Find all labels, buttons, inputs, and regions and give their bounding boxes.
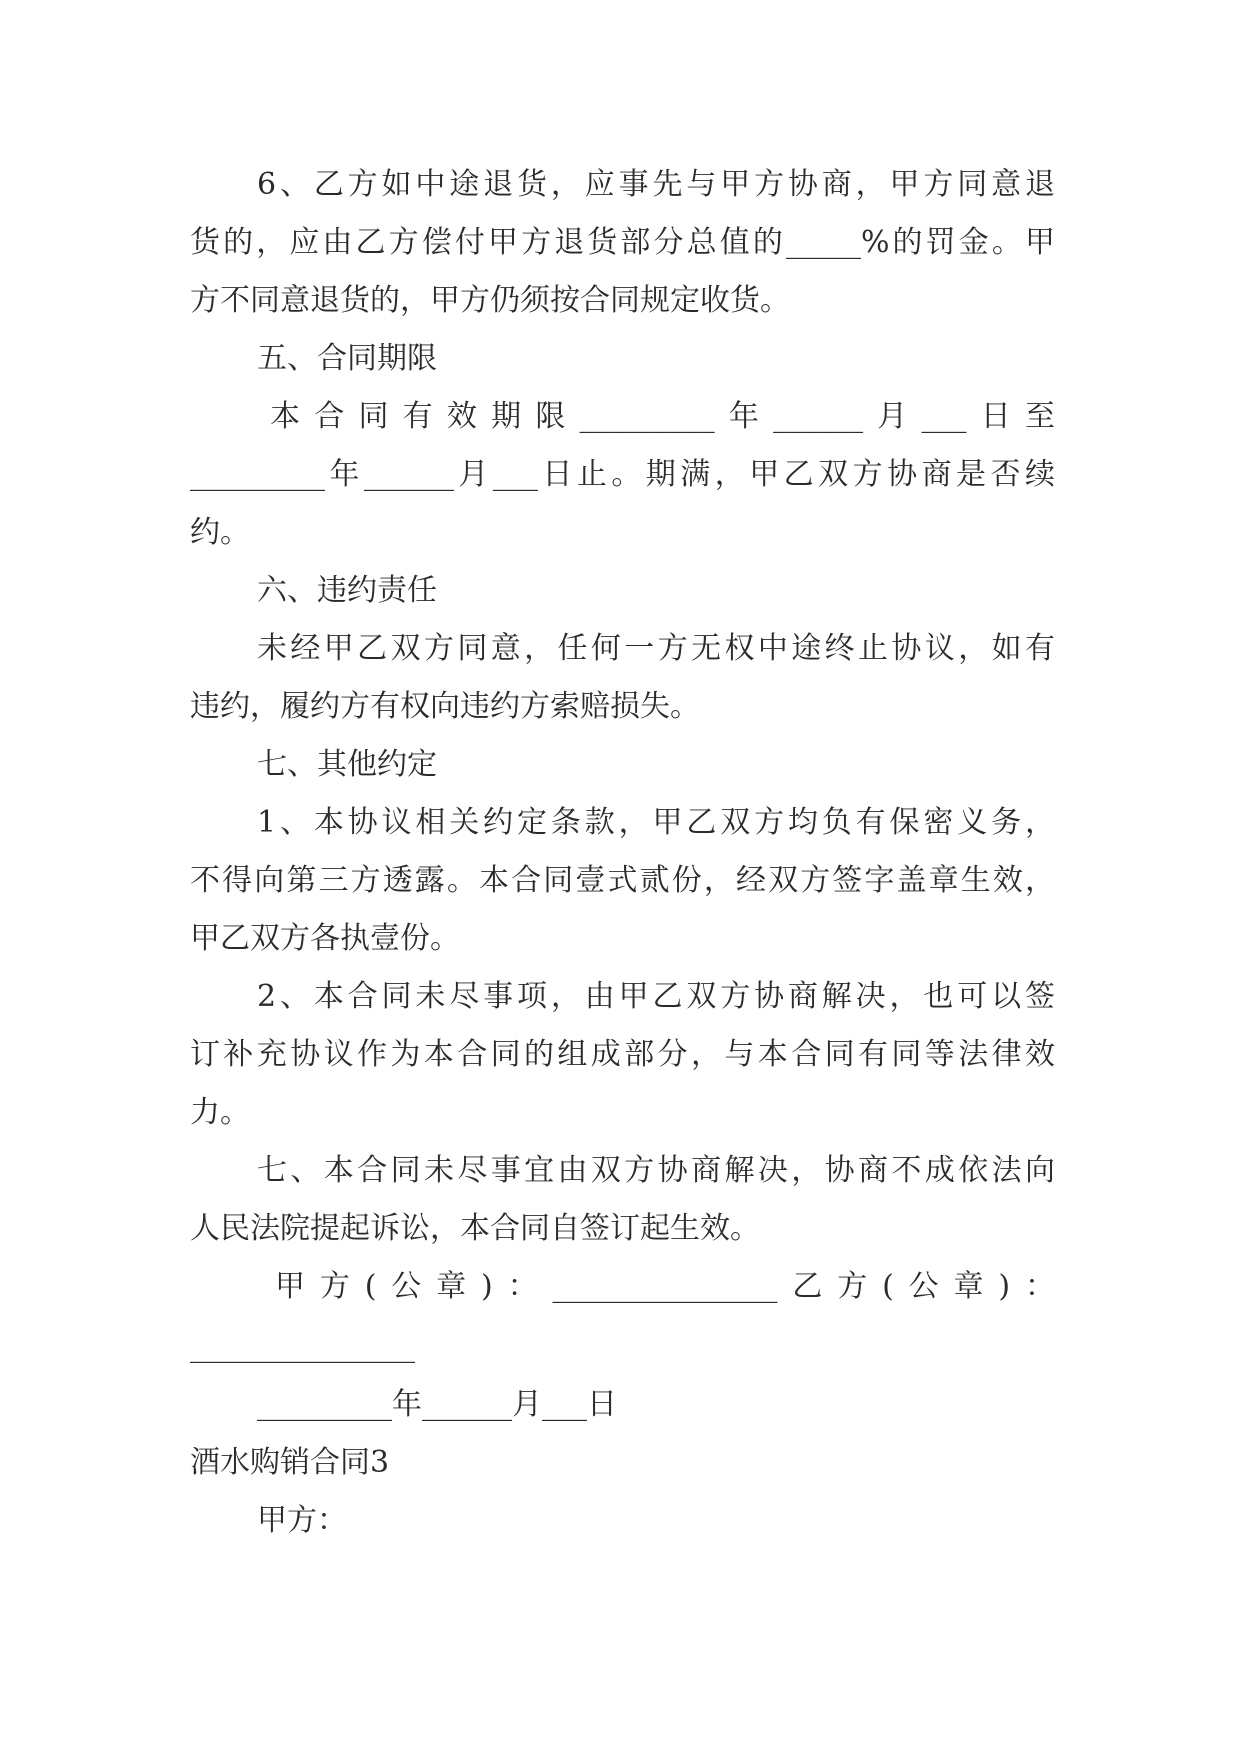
text-line: 本合同有效期限_________年______月___日至 — [270, 399, 1055, 434]
section-heading: 七、其他约定 — [257, 747, 437, 782]
text-line: _________年______月___日止。期满，甲乙双方协商是否续 — [190, 457, 1055, 492]
text-line: 订补充协议作为本合同的组成部分，与本合同有同等法律效 — [190, 1037, 1055, 1072]
text-line: 力。 — [190, 1095, 250, 1130]
signature-line: 甲方(公章)：_______________乙方(公章)： — [275, 1269, 1055, 1304]
text-line: 6、乙方如中途退货，应事先与甲方协商，甲方同意退 — [257, 167, 1055, 202]
text-line: 人民法院提起诉讼，本合同自签订起生效。 — [190, 1211, 760, 1246]
section-heading: 六、违约责任 — [257, 573, 437, 608]
contract-title: 酒水购销合同3 — [190, 1445, 390, 1480]
text-line: 2、本合同未尽事项，由甲乙双方协商解决，也可以签 — [257, 979, 1055, 1014]
section-heading: 五、合同期限 — [257, 341, 437, 376]
text-line: 1、本协议相关约定条款，甲乙双方均负有保密义务， — [257, 805, 1055, 840]
text-line: 货的，应由乙方偿付甲方退货部分总值的_____%的罚金。甲 — [190, 225, 1055, 260]
text-line: 约。 — [190, 515, 250, 550]
text-line: 不得向第三方透露。本合同壹式贰份，经双方签字盖章生效， — [190, 863, 1055, 898]
text-line: 方不同意退货的，甲方仍须按合同规定收货。 — [190, 283, 790, 318]
text-line: 违约，履约方有权向违约方索赔损失。 — [190, 689, 700, 724]
text-line: 甲乙双方各执壹份。 — [190, 921, 460, 956]
party-a-label: 甲方： — [257, 1503, 347, 1538]
text-line: 未经甲乙双方同意，任何一方无权中途终止协议，如有 — [257, 631, 1055, 666]
text-line: 七、本合同未尽事宜由双方协商解决，协商不成依法向 — [257, 1153, 1055, 1188]
date-line: _________年______月___日 — [257, 1387, 617, 1422]
signature-blank: _______________ — [190, 1329, 415, 1364]
